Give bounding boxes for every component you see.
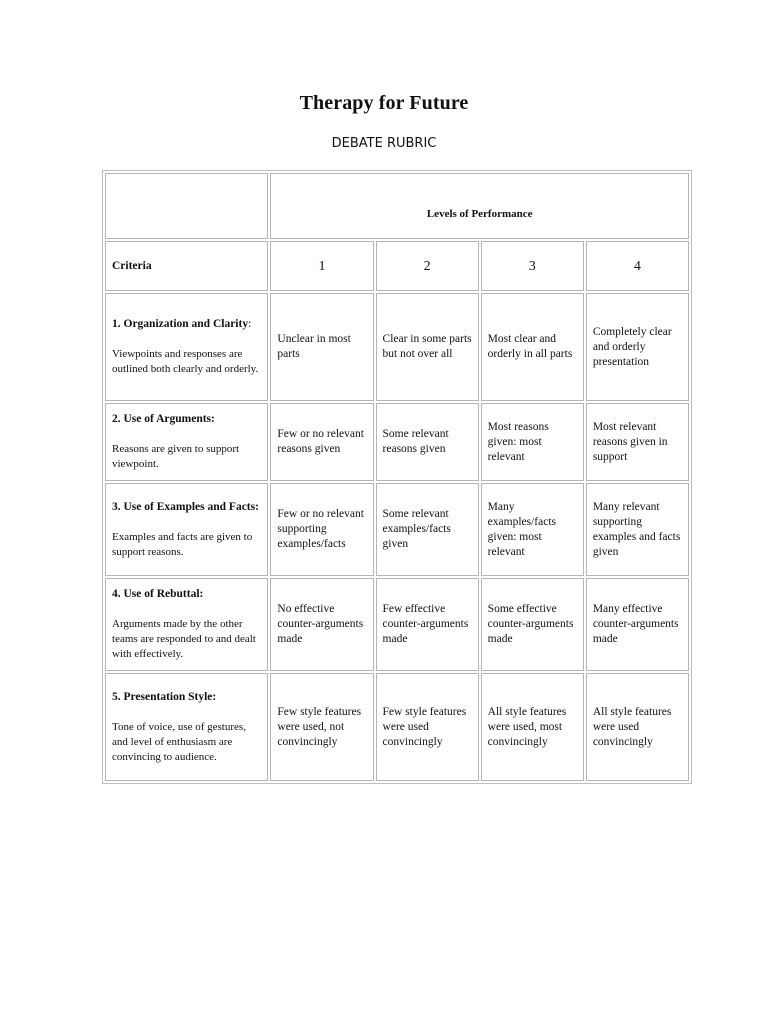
- levels-row: [105, 241, 689, 291]
- empty-corner-cell: [105, 173, 268, 239]
- level-1-cell: Few style features were used, not convincingly: [270, 673, 373, 781]
- level-4-cell: All style features were used convincingly: [586, 673, 689, 781]
- level-2-cell: Some relevant examples/facts given: [376, 483, 479, 576]
- rubric-table: [102, 170, 692, 784]
- document-title: Therapy for Future: [299, 92, 469, 114]
- criterion-title: 5. Presentation Style:: [112, 690, 217, 703]
- criterion-cell: [105, 578, 268, 671]
- level-2-cell: Few effective counter-arguments made: [376, 578, 479, 671]
- criterion-cell: [105, 403, 268, 481]
- level-1-cell: No effective counter-arguments made: [270, 578, 373, 671]
- table-header-row: [105, 173, 689, 239]
- level-4-cell: Many relevant supporting examples and facts given: [586, 483, 689, 576]
- criterion-title: 2. Use of Arguments:: [112, 413, 215, 425]
- level-1-cell: Few or no relevant reasons given: [270, 403, 373, 481]
- table-row: [105, 578, 689, 671]
- level-1-cell: Few or no relevant supporting examples/facts: [270, 483, 373, 576]
- level-1-cell: Unclear in most parts: [270, 293, 373, 401]
- level-2-cell: Clear in some parts but not over all: [376, 293, 479, 401]
- criterion-description: Examples and facts are given to support reasons.: [112, 530, 253, 558]
- level-4-cell: Many effective counter-arguments made: [586, 578, 689, 671]
- criterion-cell: [105, 483, 268, 576]
- level-2-header: 2: [376, 241, 479, 291]
- level-2-cell: Few style features were used convincingly: [376, 673, 479, 781]
- table-row: [105, 673, 689, 781]
- level-3-cell: All style features were used, most convincingly: [481, 673, 584, 781]
- criteria-header: Criteria: [105, 241, 268, 291]
- criterion-title: 3. Use of Examples and Facts:: [112, 500, 259, 513]
- table-row: [105, 293, 689, 401]
- criterion-description: Viewpoints and responses are outlined both clearly and orderly.: [112, 348, 259, 375]
- table-row: [105, 483, 689, 576]
- level-3-cell: Most clear and orderly in all parts: [481, 293, 584, 401]
- level-4-cell: Most relevant reasons given in support: [586, 403, 689, 481]
- level-3-cell: Some effective counter-arguments made: [481, 578, 584, 671]
- criterion-title: 4. Use of Rebuttal:: [112, 588, 204, 600]
- criterion-description: Arguments made by the other teams are responded to and dealt with effectively.: [112, 618, 256, 660]
- criterion-title: 1. Organization and Clarity:: [112, 318, 252, 330]
- table-row: [105, 403, 689, 481]
- level-4-header: 4: [586, 241, 689, 291]
- level-1-header: 1: [270, 241, 373, 291]
- levels-of-performance-header: Levels of Performance: [270, 173, 689, 239]
- document-subtitle: DEBATE RUBRIC: [331, 136, 437, 151]
- level-3-cell: Many examples/facts given: most relevant: [481, 483, 584, 576]
- criterion-cell: [105, 293, 268, 401]
- level-3-header: 3: [481, 241, 584, 291]
- level-2-cell: Some relevant reasons given: [376, 403, 479, 481]
- level-4-cell: Completely clear and orderly presentation: [586, 293, 689, 401]
- criterion-cell: [105, 673, 268, 781]
- criterion-description: Reasons are given to support viewpoint.: [112, 443, 240, 470]
- criterion-description: Tone of voice, use of gestures, and level of enthusiasm are convincing to audience.: [112, 720, 246, 763]
- level-3-cell: Most reasons given: most relevant: [481, 403, 584, 481]
